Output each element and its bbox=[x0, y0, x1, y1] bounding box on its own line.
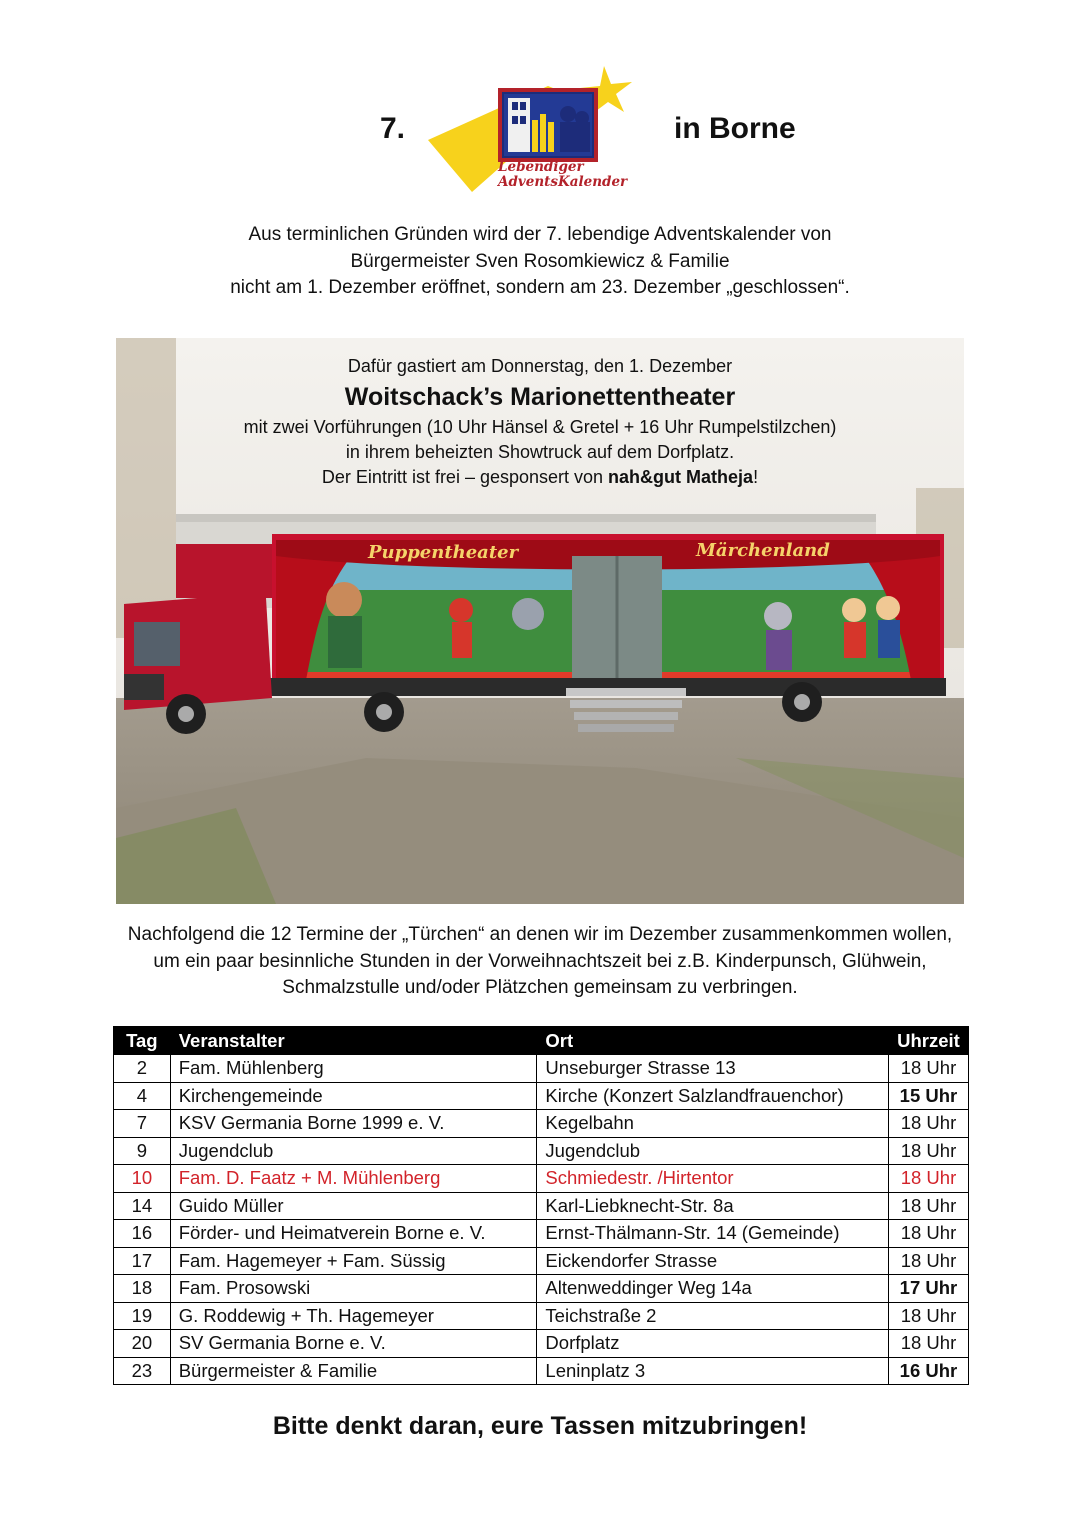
header-tag: Tag bbox=[114, 1027, 171, 1055]
sponsor-name: nah&gut Matheja bbox=[608, 467, 754, 487]
cell-uhrzeit: 16 Uhr bbox=[888, 1357, 968, 1385]
footer-reminder: Bitte denkt daran, eure Tassen mitzubringen! bbox=[272, 1412, 808, 1440]
cell-uhrzeit: 18 Uhr bbox=[888, 1055, 968, 1083]
cell-uhrzeit: 18 Uhr bbox=[888, 1302, 968, 1330]
sponsor-suffix: ! bbox=[753, 467, 759, 487]
cell-ort: Jugendclub bbox=[537, 1137, 889, 1165]
cell-ort: Karl-Liebknecht-Str. 8a bbox=[537, 1192, 889, 1220]
cell-ort: Kirche (Konzert Salzlandfrauenchor) bbox=[537, 1082, 889, 1110]
header-uhrzeit: Uhrzeit bbox=[888, 1027, 968, 1055]
intro-line: nicht am 1. Dezember eröffnet, sondern am 23. Dezember „geschlossen“. bbox=[230, 277, 850, 298]
cell-veranstalter: Fam. D. Faatz + M. Mühlenberg bbox=[170, 1165, 537, 1193]
cell-uhrzeit: 18 Uhr bbox=[888, 1330, 968, 1358]
schedule-table bbox=[113, 1026, 969, 1385]
cell-tag: 23 bbox=[114, 1357, 171, 1385]
cell-veranstalter: Guido Müller bbox=[170, 1192, 537, 1220]
cell-uhrzeit: 18 Uhr bbox=[888, 1137, 968, 1165]
cell-ort: Altenweddinger Weg 14a bbox=[537, 1275, 889, 1303]
cell-veranstalter: SV Germania Borne e. V. bbox=[170, 1330, 537, 1358]
info-line: Nachfolgend die 12 Termine der „Türchen“ an denen wir im Dezember zusammenkommen wollen, bbox=[127, 924, 953, 945]
cell-veranstalter: G. Roddewig + Th. Hagemeyer bbox=[170, 1302, 537, 1330]
cell-tag: 20 bbox=[114, 1330, 171, 1358]
cell-tag: 17 bbox=[114, 1247, 171, 1275]
cell-ort: Kegelbahn bbox=[537, 1110, 889, 1138]
table-row bbox=[114, 1302, 969, 1330]
table-header-row bbox=[114, 1027, 969, 1055]
truck-sign-left: Puppentheater bbox=[368, 542, 519, 563]
cell-uhrzeit: 18 Uhr bbox=[888, 1220, 968, 1248]
intro-line: Aus terminlichen Gründen wird der 7. lebendige Adventskalender von bbox=[248, 224, 832, 245]
cell-veranstalter: KSV Germania Borne 1999 e. V. bbox=[170, 1110, 537, 1138]
table-row-highlighted bbox=[114, 1165, 969, 1193]
cell-ort: Teichstraße 2 bbox=[537, 1302, 889, 1330]
table-row bbox=[114, 1220, 969, 1248]
table-row bbox=[114, 1192, 969, 1220]
cell-ort: Ernst-Thälmann-Str. 14 (Gemeinde) bbox=[537, 1220, 889, 1248]
header-ort: Ort bbox=[537, 1027, 889, 1055]
header-veranstalter: Veranstalter bbox=[170, 1027, 537, 1055]
cell-veranstalter: Fam. Prosowski bbox=[170, 1275, 537, 1303]
cell-veranstalter: Bürgermeister & Familie bbox=[170, 1357, 537, 1385]
table-row bbox=[114, 1330, 969, 1358]
cell-veranstalter: Kirchengemeinde bbox=[170, 1082, 537, 1110]
cell-uhrzeit: 17 Uhr bbox=[888, 1275, 968, 1303]
cell-uhrzeit: 15 Uhr bbox=[888, 1082, 968, 1110]
cell-veranstalter: Förder- und Heimatverein Borne e. V. bbox=[170, 1220, 537, 1248]
announcement-date: Dafür gastiert am Donnerstag, den 1. Dezember bbox=[347, 356, 733, 376]
truck-sign-right: Märchenland bbox=[696, 540, 830, 561]
cell-tag: 10 bbox=[114, 1165, 171, 1193]
cell-ort: Eickendorfer Strasse bbox=[537, 1247, 889, 1275]
cell-tag: 19 bbox=[114, 1302, 171, 1330]
cell-veranstalter: Fam. Mühlenberg bbox=[170, 1055, 537, 1083]
cell-uhrzeit: 18 Uhr bbox=[888, 1165, 968, 1193]
table-row bbox=[114, 1137, 969, 1165]
cell-ort: Leninplatz 3 bbox=[537, 1357, 889, 1385]
intro-line: Bürgermeister Sven Rosomkiewicz & Familie bbox=[350, 250, 730, 272]
cell-tag: 2 bbox=[114, 1055, 171, 1083]
info-paragraph bbox=[0, 922, 1080, 1002]
cell-uhrzeit: 18 Uhr bbox=[888, 1192, 968, 1220]
table-row bbox=[114, 1275, 969, 1303]
announcement-shows: mit zwei Vorführungen (10 Uhr Hänsel & Gretel + 16 Uhr Rumpelstilzchen) bbox=[243, 417, 837, 437]
cell-ort: Dorfplatz bbox=[537, 1330, 889, 1358]
cell-tag: 18 bbox=[114, 1275, 171, 1303]
event-announcement bbox=[116, 354, 964, 490]
table-row bbox=[114, 1055, 969, 1083]
sponsor-prefix: Der Eintritt ist frei – gesponsert von bbox=[321, 467, 609, 487]
info-line: Schmalzstulle und/oder Plätzchen gemeinsam zu verbringen. bbox=[282, 977, 798, 998]
announcement-sponsor bbox=[116, 465, 964, 490]
cell-veranstalter: Fam. Hagemeyer + Fam. Süssig bbox=[170, 1247, 537, 1275]
logo-line-2: AdventsKalender bbox=[498, 174, 628, 190]
cell-tag: 16 bbox=[114, 1220, 171, 1248]
logo-text bbox=[498, 160, 638, 190]
cell-ort: Unseburger Strasse 13 bbox=[537, 1055, 889, 1083]
intro-paragraph bbox=[0, 222, 1080, 302]
announcement-location: in ihrem beheizten Showtruck auf dem Dorfplatz. bbox=[345, 442, 735, 462]
cell-tag: 4 bbox=[114, 1082, 171, 1110]
cell-tag: 9 bbox=[114, 1137, 171, 1165]
cell-uhrzeit: 18 Uhr bbox=[888, 1110, 968, 1138]
theater-title: Woitschack’s Marionettentheater bbox=[344, 383, 736, 411]
table-row bbox=[114, 1110, 969, 1138]
heading-place: in Borne bbox=[674, 112, 796, 145]
heading-number: 7. bbox=[380, 112, 406, 145]
cell-veranstalter: Jugendclub bbox=[170, 1137, 537, 1165]
logo-line-1: Lebendiger bbox=[498, 159, 584, 175]
table-row bbox=[114, 1357, 969, 1385]
cell-tag: 14 bbox=[114, 1192, 171, 1220]
table-row bbox=[114, 1082, 969, 1110]
table-row bbox=[114, 1247, 969, 1275]
cell-ort: Schmiedestr. /Hirtentor bbox=[537, 1165, 889, 1193]
cell-tag: 7 bbox=[114, 1110, 171, 1138]
info-line: um ein paar besinnliche Stunden in der Vorweihnachtszeit bei z.B. Kinderpunsch, Glühwein, bbox=[153, 950, 927, 972]
cell-uhrzeit: 18 Uhr bbox=[888, 1247, 968, 1275]
